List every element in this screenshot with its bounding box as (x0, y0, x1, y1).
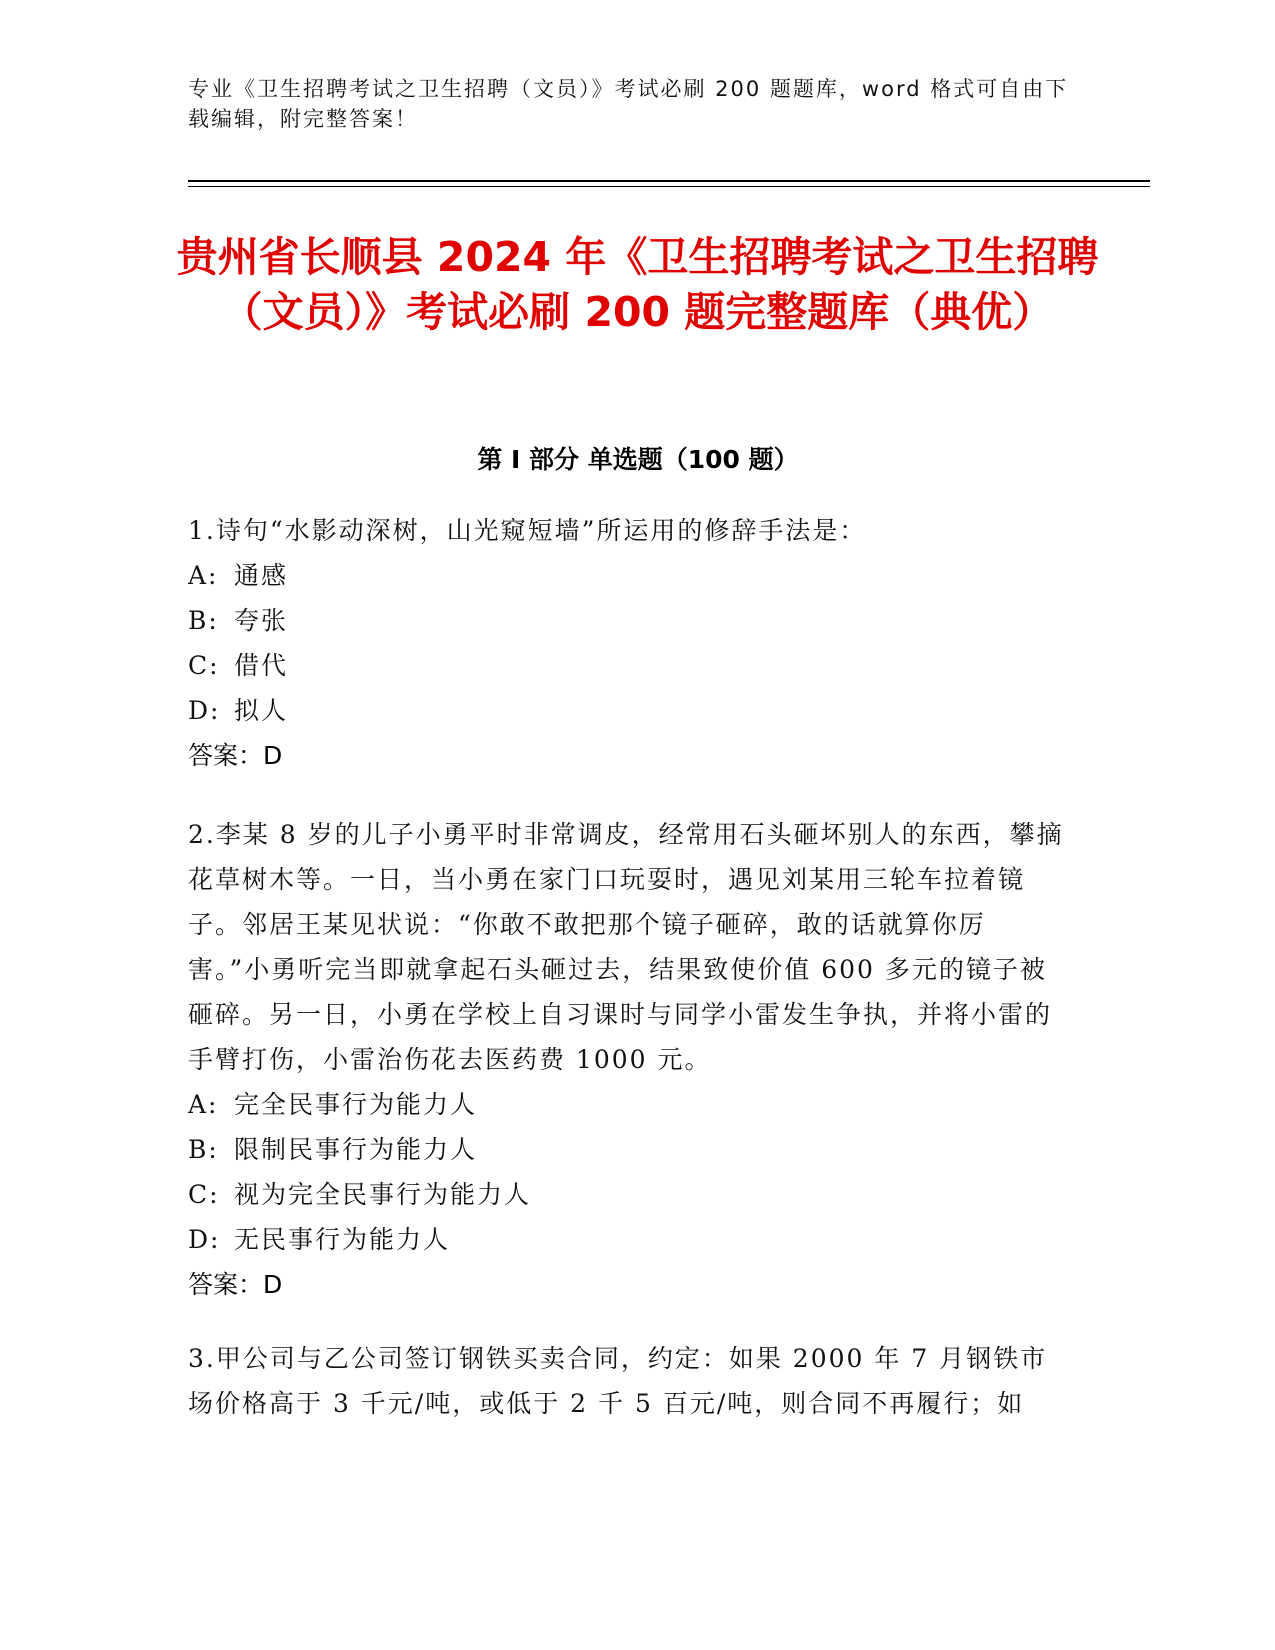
answer: 答案：D (188, 741, 283, 770)
option-letter: B: (188, 1135, 219, 1164)
option-text: 借代 (234, 651, 289, 680)
question-text: 1.诗句“水影动深树，山光窥短墙”所运用的修辞手法是： (188, 516, 867, 545)
document-title: 贵州省长顺县 2024 年《卫生招聘考试之卫生招聘（文员）》考试必刷 200 题完整题库（典优） (176, 233, 1099, 336)
option-letter: B: (188, 606, 219, 635)
option-letter: D: (188, 1225, 221, 1254)
option-d (188, 688, 1068, 733)
answer: 答案：D (188, 1270, 283, 1299)
option-letter: A: (188, 561, 219, 590)
header-note: 专业《卫生招聘考试之卫生招聘（文员）》考试必刷 200 题题库，word 格式可自由下载编辑，附完整答案！ (188, 77, 1069, 131)
option-text: 拟人 (234, 696, 289, 725)
section-title: 第 I 部分 单选题（100 题） (477, 445, 799, 474)
option-a (188, 553, 1068, 598)
option-c (188, 1172, 1068, 1217)
question-text: 2.李某 8 岁的儿子小勇平时非常调皮，经常用石头砸坏别人的东西，攀摘花草树木等。一日，当小勇在家门口玩耍时，遇见刘某用三轮车拉着镜子。邻居王某见状说：“你敢不敢把那个镜子砸碎，敢的话就算你厉害。”小勇听完当即就拿起石头砸过去，结果致使价值 600 多元的镜子被砸碎。另一日，小勇在学校上自习课时与同学小雷发生争执，并将小雷的手臂打伤，小雷治伤花去医药费 1000 元。 (188, 820, 1064, 1074)
question-3 (188, 1336, 1068, 1426)
option-text: 夸张 (234, 606, 289, 635)
option-letter: C: (188, 651, 220, 680)
header-divider (188, 180, 1150, 182)
option-d (188, 1217, 1068, 1262)
option-text: 通感 (234, 561, 289, 590)
question-1 (188, 508, 1068, 778)
option-b (188, 1127, 1068, 1172)
header-divider-thin (188, 186, 1150, 187)
question-2 (188, 812, 1068, 1307)
option-b (188, 598, 1068, 643)
option-letter: D: (188, 696, 221, 725)
option-text: 限制民事行为能力人 (234, 1135, 478, 1164)
option-text: 完全民事行为能力人 (234, 1090, 478, 1119)
option-text: 视为完全民事行为能力人 (234, 1180, 532, 1209)
option-a (188, 1082, 1068, 1127)
option-letter: C: (188, 1180, 220, 1209)
option-letter: A: (188, 1090, 219, 1119)
question-text: 3.甲公司与乙公司签订钢铁买卖合同，约定：如果 2000 年 7 月钢铁市场价格高于 3 千元/吨，或低于 2 千 5 百元/吨，则合同不再履行；如 (188, 1344, 1048, 1418)
option-text: 无民事行为能力人 (234, 1225, 451, 1254)
option-c (188, 643, 1068, 688)
